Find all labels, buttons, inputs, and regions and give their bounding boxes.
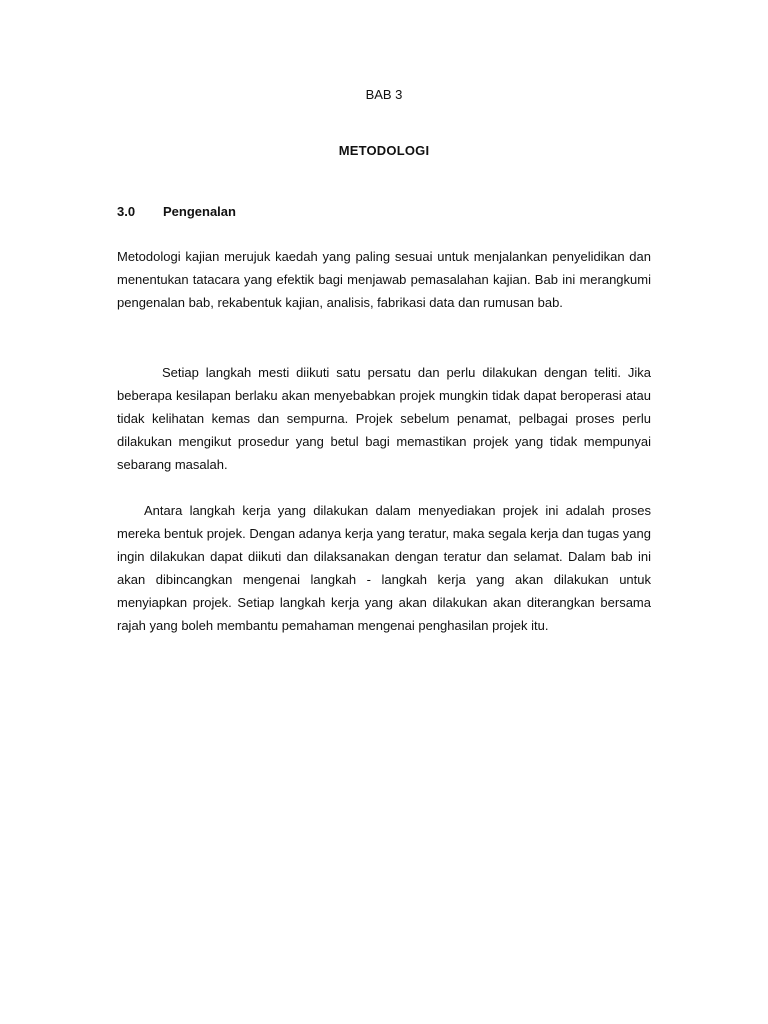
paragraph: Setiap langkah mesti diikuti satu persatu dan perlu dilakukan dengan teliti. Jika beberapa kesilapan berlaku akan menyebabkan projek mungkin tidak dapat beroperasi atau tidak kelihatan kemas dan sempurna. Projek sebelum penamat, pelbagai proses perlu dilakukan mengikut prosedur yang betul bagi memastikan projek yang tidak mempunyai sebarang masalah.: [117, 365, 651, 472]
section-heading: [117, 203, 236, 221]
section-title: Pengenalan: [163, 204, 236, 219]
paragraph: Metodologi kajian merujuk kaedah yang paling sesuai untuk menjalankan penyelidikan dan menentukan tatacara yang efektik bagi menjawab pemasalahan kajian. Bab ini merangkumi pengenalan bab, rekabentuk kajian, analisis, fabrikasi data dan rumusan bab.: [117, 249, 651, 310]
chapter-title: METODOLOGI: [338, 143, 430, 158]
chapter-number: BAB 3: [365, 87, 403, 102]
section-number: 3.0: [117, 204, 136, 219]
paragraph: Antara langkah kerja yang dilakukan dalam menyediakan projek ini adalah proses mereka bentuk projek. Dengan adanya kerja yang teratur, maka segala kerja dan tugas yang ingin dilakukan dapat diikuti dan dilaksanakan dengan teratur dan selamat. Dalam bab ini akan dibincangkan mengenai langkah - langkah kerja yang akan dilakukan untuk menyiapkan projek. Setiap langkah kerja yang akan dilakukan akan diterangkan bersama rajah yang boleh membantu pemahaman mengenai penghasilan projek itu.: [117, 503, 651, 633]
